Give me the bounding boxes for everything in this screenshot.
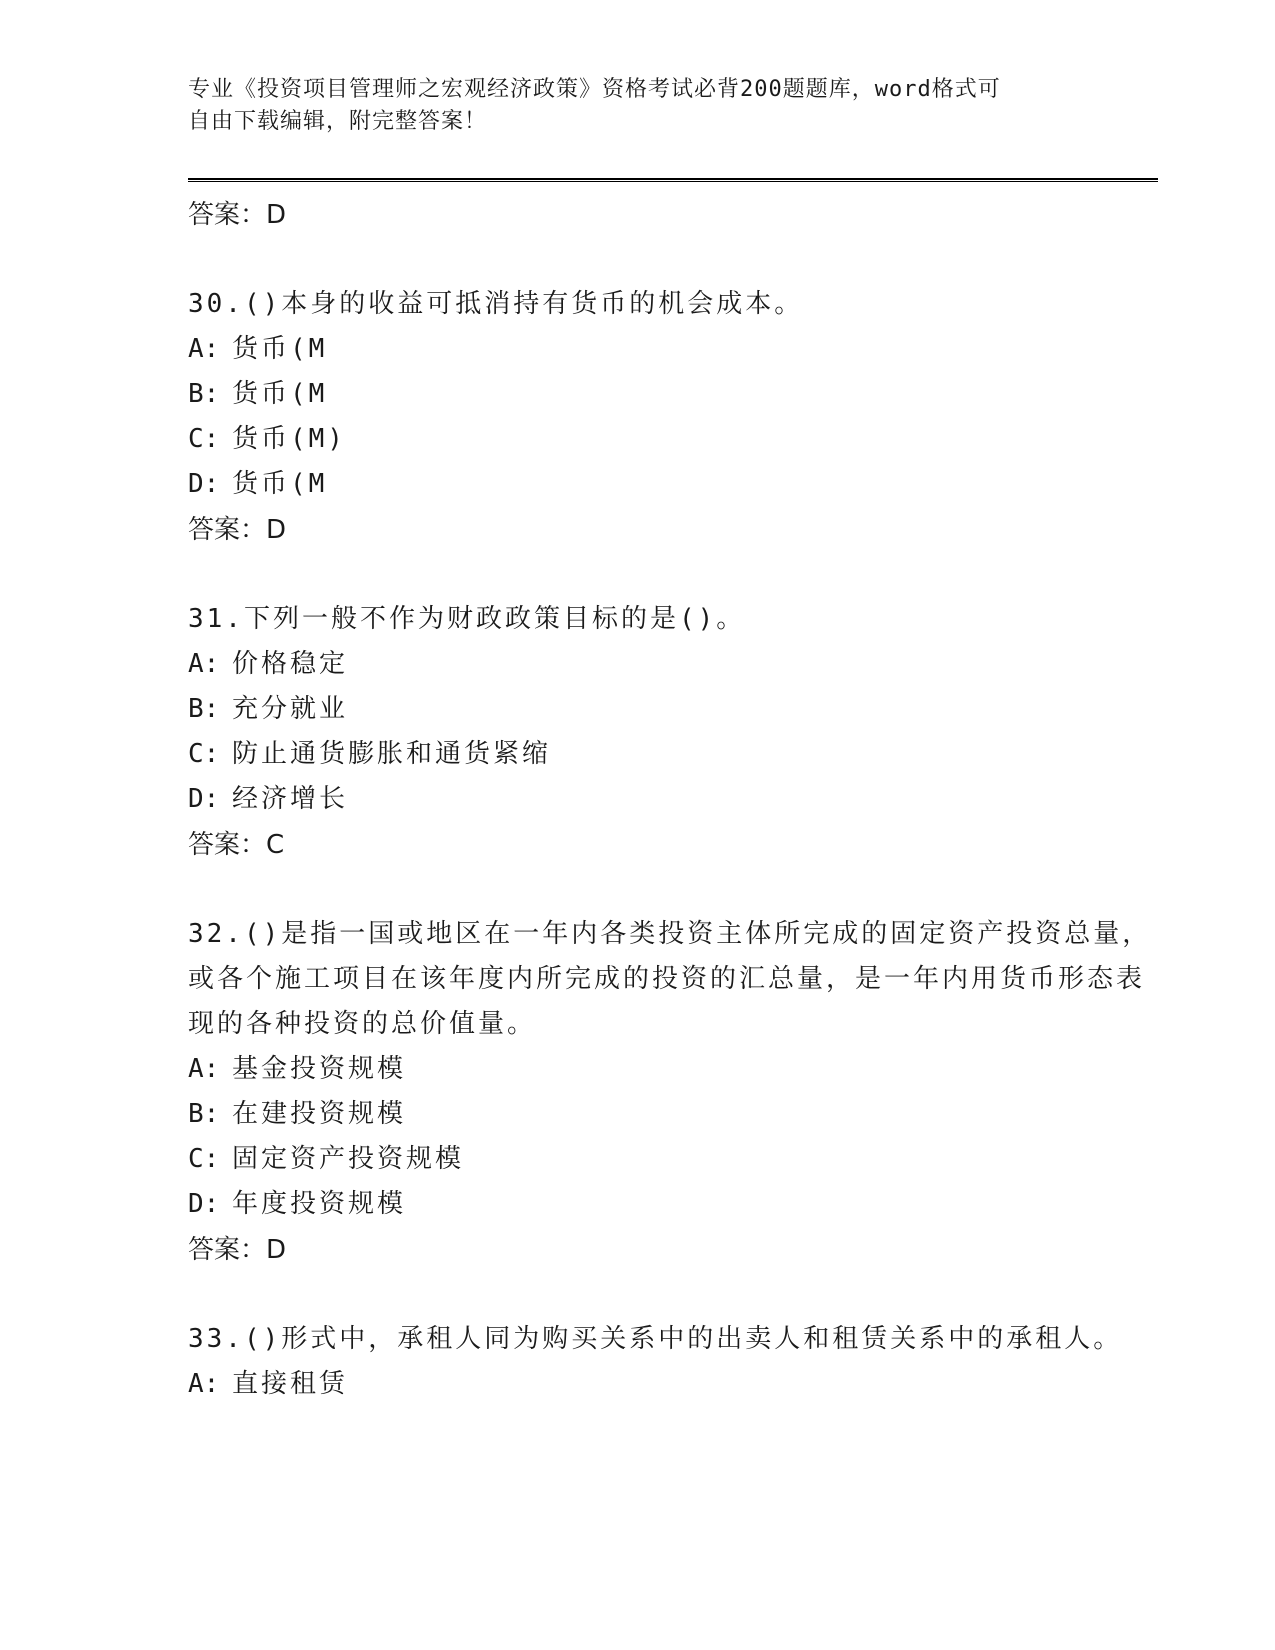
option-b [188,1092,1158,1137]
option-text: 年度投资规模 [232,1189,407,1219]
header-line-1: 专业《投资项目管理师之宏观经济政策》资格考试必背200题题库，word格式可 [188,77,1001,102]
option-d [188,1182,1158,1227]
option-c [188,732,1158,777]
option-letter: B: [188,694,220,724]
option-d [188,462,1158,507]
option-text: 固定资产投资规模 [232,1144,465,1174]
question-stem: 31.下列一般不作为财政政策目标的是()。 [188,604,746,634]
option-text: 经济增长 [232,784,349,814]
header-divider [188,178,1158,182]
answer-line: 答案：D [188,200,287,230]
option-c [188,1137,1158,1182]
option-letter: C: [188,739,220,769]
option-letter: D: [188,1189,220,1219]
option-letter: A: [188,649,220,679]
option-letter: B: [188,1099,220,1129]
option-a [188,1362,1158,1407]
option-text: 货币(M [232,379,328,409]
option-text: 直接租赁 [232,1369,349,1399]
option-b [188,687,1158,732]
answer-line: 答案：D [188,515,287,545]
question-stem: 33.()形式中，承租人同为购买关系中的出卖人和租赁关系中的承租人。 [188,1324,1123,1354]
option-letter: C: [188,424,220,454]
option-b [188,372,1158,417]
option-text: 充分就业 [232,694,349,724]
answer-line: 答案：D [188,1235,287,1265]
document-header [188,74,1068,138]
option-letter: A: [188,1369,220,1399]
option-a [188,1047,1158,1092]
option-text: 价格稳定 [232,649,349,679]
option-letter: A: [188,334,220,364]
option-text: 货币(M [232,334,328,364]
header-line-2: 自由下载编辑，附完整答案！ [188,109,488,134]
question-list [188,192,1158,1407]
option-a [188,327,1158,372]
option-text: 货币(M) [232,424,346,454]
option-text: 在建投资规模 [232,1099,407,1129]
option-text: 货币(M [232,469,328,499]
option-letter: A: [188,1054,220,1084]
answer-line: 答案：C [188,830,285,860]
question-stem: 32.()是指一国或地区在一年内各类投资主体所完成的固定资产投资总量，或各个施工项目在该年度内所完成的投资的汇总量，是一年内用货币形态表现的各种投资的总价值量。 [188,919,1152,1039]
option-text: 基金投资规模 [232,1054,407,1084]
option-letter: D: [188,784,220,814]
option-c [188,417,1158,462]
option-letter: B: [188,379,220,409]
option-text: 防止通货膨胀和通货紧缩 [232,739,552,769]
option-d [188,777,1158,822]
option-letter: D: [188,469,220,499]
question-stem: 30.()本身的收益可抵消持有货币的机会成本。 [188,289,804,319]
option-letter: C: [188,1144,220,1174]
option-a [188,642,1158,687]
